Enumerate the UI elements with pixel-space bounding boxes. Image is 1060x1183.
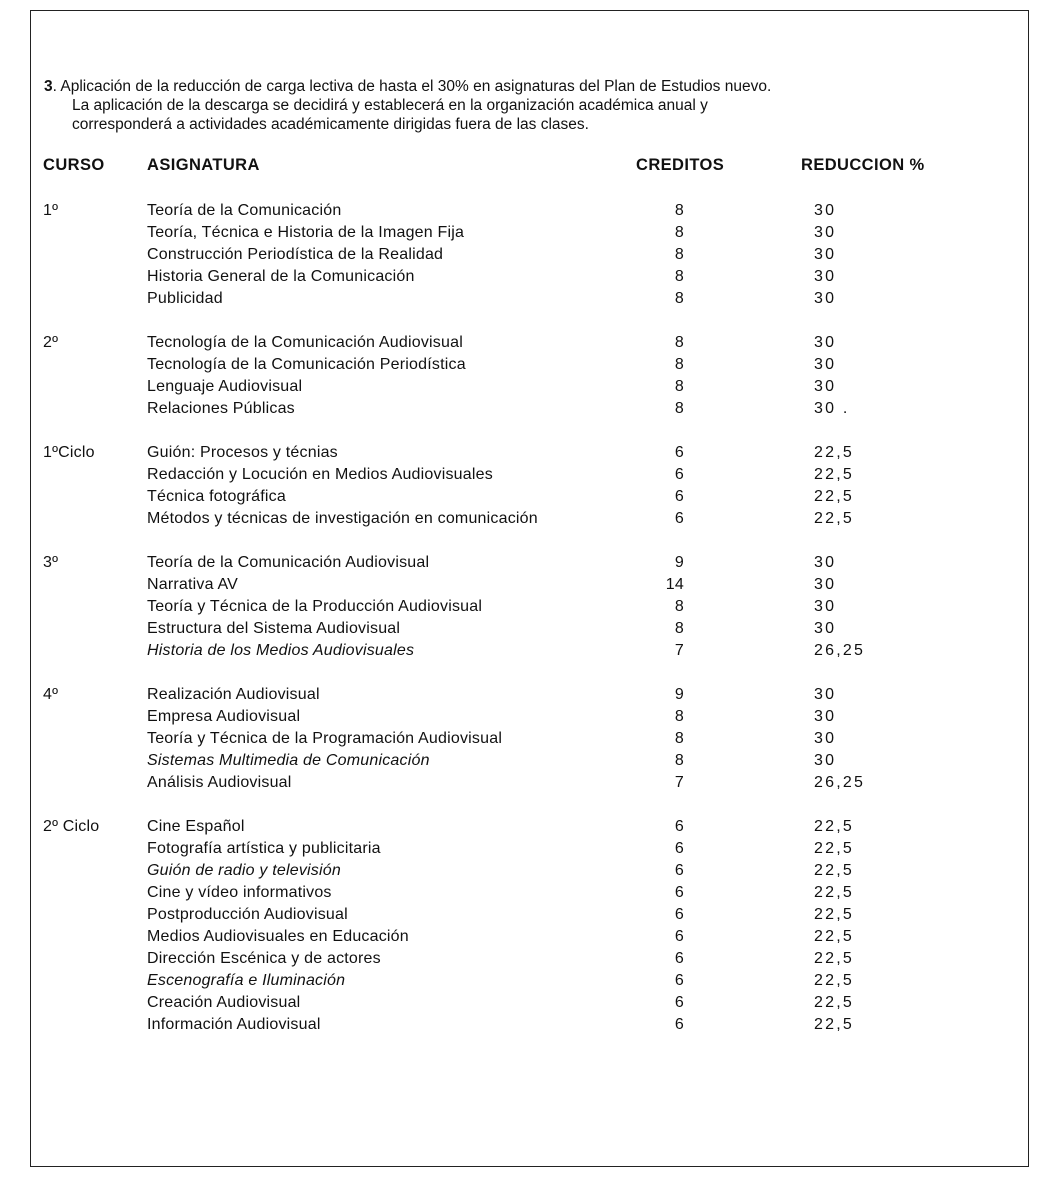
asignatura-cell: Narrativa AV <box>147 576 239 593</box>
creditos-cell: 8 <box>674 620 684 637</box>
asignatura-cell: Dirección Escénica y de actores <box>147 950 381 967</box>
curso-cell: 3º <box>43 554 59 571</box>
curso-cell: 1º <box>43 202 59 219</box>
creditos-cell: 7 <box>674 642 684 659</box>
table-row <box>0 266 1060 288</box>
creditos-cell: 6 <box>674 906 684 923</box>
reduccion-cell: 22,5 <box>814 818 854 835</box>
asignatura-cell: Análisis Audiovisual <box>147 774 292 791</box>
asignatura-cell: Publicidad <box>147 290 223 307</box>
table-row <box>0 970 1060 992</box>
asignatura-cell: Guión: Procesos y técnias <box>147 444 338 461</box>
asignatura-cell: Técnica fotográfica <box>147 488 286 505</box>
table-row <box>0 244 1060 266</box>
reduccion-cell: 30 <box>814 202 837 219</box>
table-row <box>0 904 1060 926</box>
intro-line-3: corresponderá a actividades académicamente dirigidas fuera de las clases. <box>72 116 589 133</box>
table-row <box>0 222 1060 244</box>
reduccion-cell: 22,5 <box>814 972 854 989</box>
reduccion-cell: 22,5 <box>814 884 854 901</box>
asignatura-cell: Teoría y Técnica de la Programación Audiovisual <box>147 730 503 747</box>
creditos-cell: 6 <box>674 972 684 989</box>
asignatura-cell: Teoría y Técnica de la Producción Audiovisual <box>147 598 483 615</box>
reduccion-cell: 30 <box>814 554 837 571</box>
creditos-cell: 6 <box>674 884 684 901</box>
creditos-cell: 6 <box>674 950 684 967</box>
asignatura-cell: Teoría de la Comunicación Audiovisual <box>147 554 430 571</box>
header-reduccion: REDUCCION % <box>801 156 925 174</box>
asignatura-cell: Empresa Audiovisual <box>147 708 301 725</box>
table-row <box>0 750 1060 772</box>
table-row <box>0 926 1060 948</box>
creditos-cell: 8 <box>674 356 684 373</box>
table-row <box>0 640 1060 662</box>
reduccion-cell: 22,5 <box>814 950 854 967</box>
creditos-cell: 8 <box>674 268 684 285</box>
table-row <box>0 574 1060 596</box>
asignatura-cell: Lenguaje Audiovisual <box>147 378 303 395</box>
asignatura-cell: Creación Audiovisual <box>147 994 301 1011</box>
asignatura-cell: Métodos y técnicas de investigación en comunicación <box>147 510 538 527</box>
creditos-cell: 7 <box>674 774 684 791</box>
intro-line-2: La aplicación de la descarga se decidirá y establecerá en la organización académica anual y <box>72 97 708 114</box>
reduccion-cell: 22,5 <box>814 994 854 1011</box>
asignatura-cell: Redacción y Locución en Medios Audiovisuales <box>147 466 493 483</box>
reduccion-cell: 30 <box>814 224 837 241</box>
reduccion-cell: 30 <box>814 686 837 703</box>
table-row <box>0 552 1060 574</box>
creditos-cell: 6 <box>674 928 684 945</box>
asignatura-cell: Postproducción Audiovisual <box>147 906 348 923</box>
reduccion-cell: 30 <box>814 290 837 307</box>
asignatura-cell: Información Audiovisual <box>147 1016 321 1033</box>
asignatura-cell: Medios Audiovisuales en Educación <box>147 928 409 945</box>
reduccion-cell: 30 <box>814 620 837 637</box>
table-row <box>0 772 1060 794</box>
table-row <box>0 618 1060 640</box>
table-row <box>0 376 1060 398</box>
creditos-cell: 6 <box>674 994 684 1011</box>
creditos-cell: 8 <box>674 224 684 241</box>
reduccion-cell: 30 <box>814 730 837 747</box>
creditos-cell: 8 <box>674 400 684 417</box>
asignatura-cell: Historia General de la Comunicación <box>147 268 415 285</box>
reduccion-cell: 30 <box>814 598 837 615</box>
asignatura-cell: Relaciones Públicas <box>147 400 295 417</box>
table-row <box>0 706 1060 728</box>
creditos-cell: 8 <box>674 202 684 219</box>
creditos-cell: 6 <box>674 444 684 461</box>
creditos-cell: 8 <box>674 730 684 747</box>
header-asignatura: ASIGNATURA <box>147 156 260 174</box>
asignatura-cell: Cine y vídeo informativos <box>147 884 332 901</box>
table-row <box>0 860 1060 882</box>
reduccion-cell: 22,5 <box>814 862 854 879</box>
reduccion-cell: 30 <box>814 752 837 769</box>
reduccion-cell: 22,5 <box>814 840 854 857</box>
reduccion-cell: 30 <box>814 268 837 285</box>
creditos-cell: 6 <box>674 488 684 505</box>
reduccion-cell: 30 <box>814 356 837 373</box>
creditos-cell: 8 <box>674 246 684 263</box>
creditos-cell: 6 <box>674 510 684 527</box>
table-row <box>0 728 1060 750</box>
table-row <box>0 354 1060 376</box>
table-row <box>0 200 1060 222</box>
table-row <box>0 332 1060 354</box>
creditos-cell: 14 <box>665 576 684 593</box>
item-number: 3 <box>44 78 53 95</box>
table-row <box>0 816 1060 838</box>
asignatura-cell: Teoría de la Comunicación <box>147 202 342 219</box>
intro-text-1: . Aplicación de la reducción de carga lectiva de hasta el 30% en asignaturas del Plan de Estudios nuevo. <box>52 78 772 95</box>
table-row <box>0 398 1060 420</box>
creditos-cell: 6 <box>674 466 684 483</box>
creditos-cell: 8 <box>674 598 684 615</box>
reduccion-cell: 22,5 <box>814 488 854 505</box>
table-row <box>0 684 1060 706</box>
reduccion-cell: 22,5 <box>814 906 854 923</box>
asignatura-cell: Guión de radio y televisión <box>147 862 341 879</box>
table-row <box>0 948 1060 970</box>
reduccion-cell: 30 <box>814 576 837 593</box>
table-row <box>0 442 1060 464</box>
reduccion-cell: 26,25 <box>814 642 866 659</box>
curso-cell: 4º <box>43 686 59 703</box>
asignatura-cell: Tecnología de la Comunicación Periodística <box>147 356 466 373</box>
asignatura-cell: Construcción Periodística de la Realidad <box>147 246 444 263</box>
asignatura-cell: Tecnología de la Comunicación Audiovisual <box>147 334 463 351</box>
reduccion-cell: 30 <box>814 246 837 263</box>
reduccion-cell: 30 . <box>814 400 850 417</box>
table-row <box>0 464 1060 486</box>
table-row <box>0 992 1060 1014</box>
curso-cell: 2º <box>43 334 59 351</box>
creditos-cell: 8 <box>674 378 684 395</box>
reduccion-cell: 22,5 <box>814 466 854 483</box>
table-row <box>0 1014 1060 1036</box>
table-row <box>0 486 1060 508</box>
creditos-cell: 6 <box>674 1016 684 1033</box>
creditos-cell: 8 <box>674 290 684 307</box>
reduccion-cell: 22,5 <box>814 510 854 527</box>
table-row <box>0 596 1060 618</box>
reduccion-cell: 22,5 <box>814 1016 854 1033</box>
creditos-cell: 6 <box>674 840 684 857</box>
reduccion-cell: 30 <box>814 378 837 395</box>
header-creditos: CREDITOS <box>636 156 725 174</box>
table-row <box>0 508 1060 530</box>
asignatura-cell: Teoría, Técnica e Historia de la Imagen Fija <box>147 224 465 241</box>
creditos-cell: 8 <box>674 752 684 769</box>
creditos-cell: 9 <box>674 686 684 703</box>
reduccion-cell: 30 <box>814 708 837 725</box>
header-curso: CURSO <box>43 156 105 174</box>
asignatura-cell: Estructura del Sistema Audiovisual <box>147 620 401 637</box>
asignatura-cell: Realización Audiovisual <box>147 686 320 703</box>
creditos-cell: 8 <box>674 334 684 351</box>
asignatura-cell: Escenografía e Iluminación <box>147 972 346 989</box>
creditos-cell: 9 <box>674 554 684 571</box>
table-row <box>0 288 1060 310</box>
asignatura-cell: Historia de los Medios Audiovisuales <box>147 642 415 659</box>
curso-cell: 2º Ciclo <box>43 818 100 835</box>
reduccion-cell: 26,25 <box>814 774 866 791</box>
reduccion-cell: 22,5 <box>814 928 854 945</box>
creditos-cell: 6 <box>674 862 684 879</box>
reduccion-cell: 22,5 <box>814 444 854 461</box>
curso-cell: 1ºCiclo <box>43 444 95 461</box>
intro-line-1 <box>44 77 1024 96</box>
asignatura-cell: Cine Español <box>147 818 245 835</box>
table-row <box>0 838 1060 860</box>
intro-paragraph <box>44 77 1024 134</box>
creditos-cell: 8 <box>674 708 684 725</box>
creditos-cell: 6 <box>674 818 684 835</box>
reduccion-cell: 30 <box>814 334 837 351</box>
table-row <box>0 882 1060 904</box>
asignatura-cell: Sistemas Multimedia de Comunicación <box>147 752 430 769</box>
asignatura-cell: Fotografía artística y publicitaria <box>147 840 381 857</box>
